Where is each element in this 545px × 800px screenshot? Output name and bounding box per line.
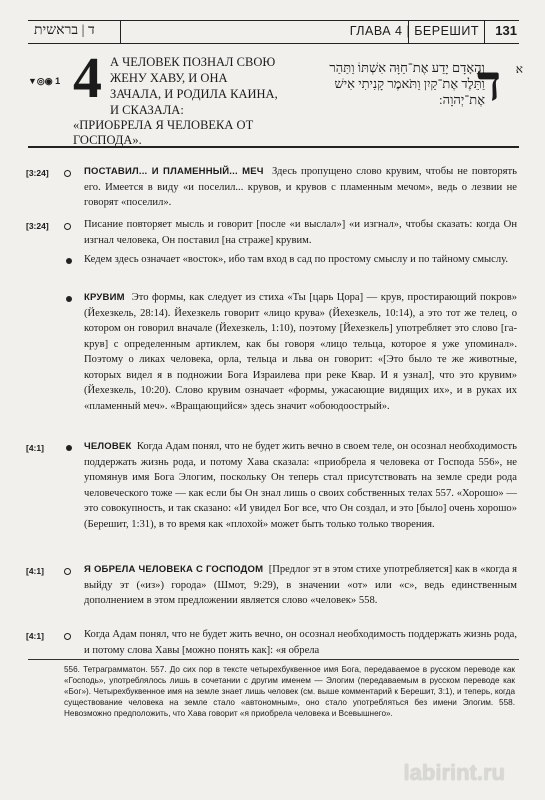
ring-marker-icon bbox=[64, 568, 71, 575]
comment-paragraph: Когда Адам понял, что не будет жить вечно, он осознал необходимость поддержать жизнь рода, и потому слова Хавы [можно понять как]: «я обрела bbox=[84, 629, 517, 656]
comment-paragraph: ЧЕЛОВЕК Когда Адам понял, что не будет жить вечно в своем теле, он осознал необходимость поддержать жизнь рода, и потому Хава сказала: «приобрела я человека от Господа 556», не упомянув имя Бога Элогим, поскольку Он теперь стал присутствовать на земле среди рода человеческого тоже — как если бы Он знал лишь о своих собственных телах 557. «Хорошо» — это совокупность, и так сказано: «И увидел Бог все, что Он создал, и это [было] очень хорошо» (Берешит, 1:31), в то время как «плохой» может быть только только творения. bbox=[84, 441, 517, 530]
russian-verse-text: А ЧЕЛОВЕК ПОЗНАЛ СВОЮ ЖЕНУ ХАВУ, И ОНА ЗАЧАЛА, И РОДИЛА КАИНА, И СКАЗАЛА: bbox=[110, 55, 278, 117]
ring-marker-icon bbox=[64, 223, 71, 230]
comment-paragraph: КРУВИМ Это формы, как следует из стиха «Ты [царь Цора] — крув, простирающий покров» (Йехезкель, 28:14). Йехезкель говорит «лицо крува» (Йехезкель, 10:14), а это тот же телец, о котором он говорил вначале (Йехезкель, 1:10), поэтому [Йехезкель] употребляет это слово [га-крув] с определенным артиклем, как бы говоря «лицо тельца, которое я уже упоминал». Поэтому о ликах человека, орла, тельца и льва он говорит: «[Это было те же животные, которых видел я в подножии Бога Израилева при реке Квар. И я узнал], что это крувим» (Йехезкель, 10:20). Слово крувим означает «формы, ужасающие видящих их», и в руках их «пламенный меч». «Вращающийся» здесь значит «обоюдоострый». bbox=[84, 292, 517, 412]
verse-margin-number: ▼◎◉ 1 bbox=[28, 76, 61, 86]
russian-running-title: ГЛАВА 4 | БЕРЕШИТ bbox=[349, 24, 479, 38]
footnotes: 556. Тетраграмматон. 557. До сих пор в тексте четырехбуквенное имя Бога, передаваемое в русском переводе как «Господь», употреблялось лишь в сочетании с другим именем — Элогим (передаваемым в русском переводе как «Бог»). Четырехбуквенное имя на земле знает лишь человек (см. выше комментарий к Берешит, 3:1), и теперь, когда существование человека на земле стало «автономным», оно стало употребляться без имени Элогим. 558. Невозможно предположить, что Хава говорит «я приобрела человека и Всевышнего». bbox=[64, 665, 515, 718]
comment-paragraph: ПОСТАВИЛ... И ПЛАМЕННЫЙ... МЕЧ Здесь пропущено слово крувим, чтобы не повторять его. Имеется в виду «и поселил... крувов, и крувов с пламенным мечом», ведь о лезвии не говорят «поселил». bbox=[84, 166, 517, 208]
running-header bbox=[28, 20, 519, 44]
page-number: 131 bbox=[495, 23, 517, 38]
bullet-icon bbox=[66, 445, 72, 451]
hebrew-drop-cap: ד bbox=[476, 55, 501, 111]
footnote-rule bbox=[28, 659, 519, 660]
comment-paragraph: Писание повторяет мысль и говорит [после «и выслал»] «и изгнал», чтобы сказать: когда Он изгнал человека, Он поставил [на страже] крувим. bbox=[84, 219, 517, 246]
ring-marker-icon bbox=[64, 170, 71, 177]
header-divider bbox=[484, 21, 485, 43]
comment-ref: [3:24] bbox=[26, 221, 49, 231]
comment-paragraph: Кедем здесь означает «восток», ибо там вход в сад по простому смыслу и по тайному смыслу. bbox=[84, 254, 509, 265]
hebrew-running-title: ד | בראשית bbox=[34, 23, 95, 38]
chapter-drop-cap: 4 bbox=[73, 45, 102, 110]
header-divider bbox=[120, 21, 121, 43]
bullet-icon bbox=[66, 296, 72, 302]
comment-ref: [4:1] bbox=[26, 631, 44, 641]
comment-ref: [3:24] bbox=[26, 168, 49, 178]
ring-marker-icon bbox=[64, 633, 71, 640]
watermark: labirint.ru bbox=[403, 760, 505, 785]
hebrew-verse-text: וְהָאָדָם יָדַע אֶת־חַוָּה אִשְׁתּוֹ וַתַּהַר וַתֵּלֶד אֶת־קַיִן וַתֹּאמֶר קָנִיתִי אִישׁ אֶת־יְהוָה: bbox=[329, 60, 485, 107]
verse-block bbox=[28, 45, 523, 147]
comment-ref: [4:1] bbox=[26, 566, 44, 576]
russian-verse-tail: «ПРИОБРЕЛА Я ЧЕЛОВЕКА ОТ ГОСПОДА». bbox=[73, 118, 254, 147]
bullet-icon bbox=[66, 258, 72, 264]
comment-paragraph: Я ОБРЕЛА ЧЕЛОВЕКА С ГОСПОДОМ [Предлог эт в этом стихе употребляется] как в «когда я выйду эт («из») города» (Шмот, 9:29), в значении «от» или «с», ведь единственным дополнением в этом предложении является слово «человек» 558. bbox=[84, 564, 518, 606]
section-rule bbox=[28, 146, 519, 148]
hebrew-verse-number: א bbox=[515, 62, 523, 76]
comment-ref: [4:1] bbox=[26, 443, 44, 453]
